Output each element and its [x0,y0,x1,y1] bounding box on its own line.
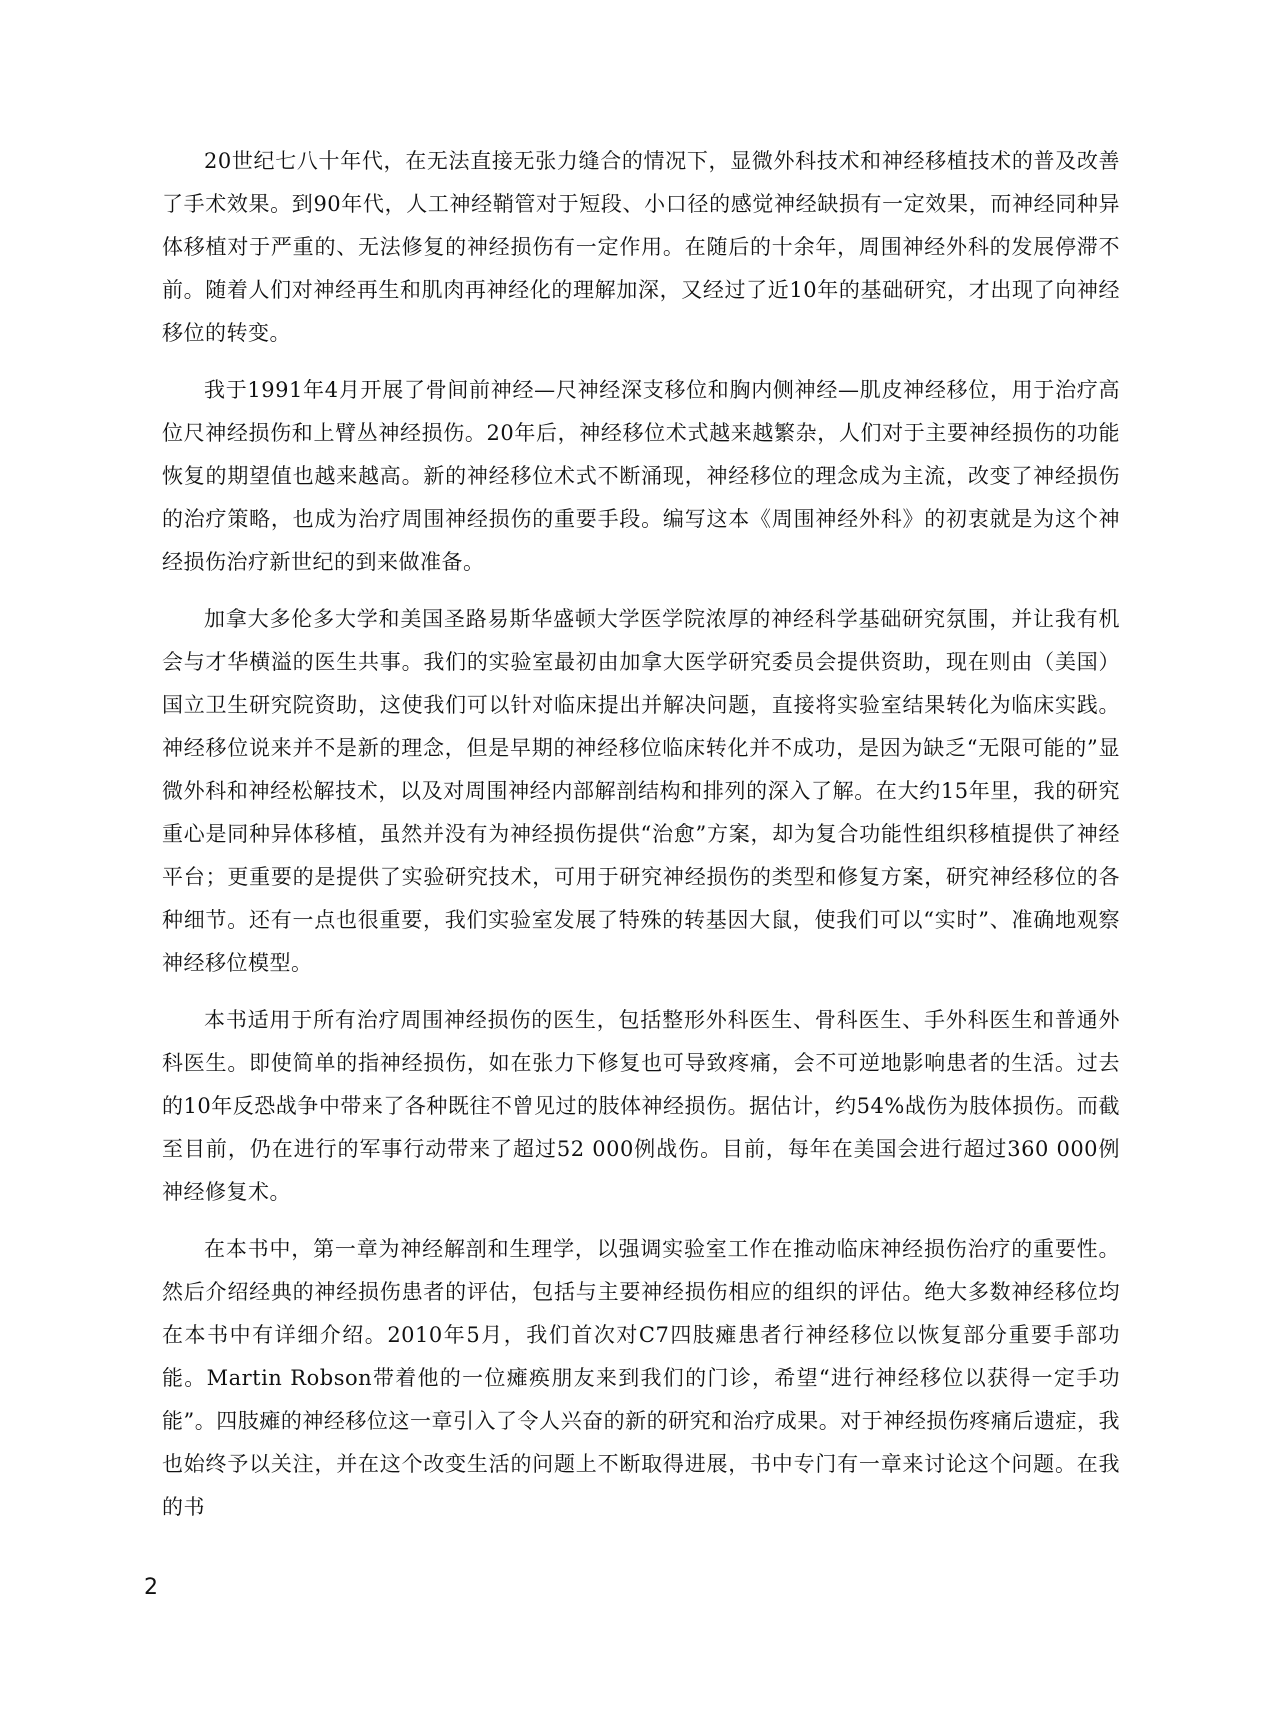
paragraph-4: 本书适用于所有治疗周围神经损伤的医生，包括整形外科医生、骨科医生、手外科医生和普通外科医生。即使简单的指神经损伤，如在张力下修复也可导致疼痛，会不可逆地影响患者的生活。过去的10年反恐战争中带来了各种既往不曾见过的肢体神经损伤。据估计，约54%战伤为肢体损伤。而截至目前，仍在进行的军事行动带来了超过52 000例战伤。目前，每年在美国会进行超过360 000例神经修复术。 [162,1008,1120,1204]
paragraph-2: 我于1991年4月开展了骨间前神经—尺神经深支移位和胸内侧神经—肌皮神经移位，用于治疗高位尺神经损伤和上臂丛神经损伤。20年后，神经移位术式越来越繁杂，人们对于主要神经损伤的功能恢复的期望值也越来越高。新的神经移位术式不断涌现，神经移位的理念成为主流，改变了神经损伤的治疗策略，也成为治疗周围神经损伤的重要手段。编写这本《周围神经外科》的初衷就是为这个神经损伤治疗新世纪的到来做准备。 [162,378,1120,574]
paragraph-3: 加拿大多伦多大学和美国圣路易斯华盛顿大学医学院浓厚的神经科学基础研究氛围，并让我有机会与才华横溢的医生共事。我们的实验室最初由加拿大医学研究委员会提供资助，现在则由（美国）国立卫生研究院资助，这使我们可以针对临床提出并解决问题，直接将实验室结果转化为临床实践。神经移位说来并不是新的理念，但是早期的神经移位临床转化并不成功，是因为缺乏“无限可能的”显微外科和神经松解技术，以及对周围神经内部解剖结构和排列的深入了解。在大约15年里，我的研究重心是同种异体移植，虽然并没有为神经损伤提供“治愈”方案，却为复合功能性组织移植提供了神经平台；更重要的是提供了实验研究技术，可用于研究神经损伤的类型和修复方案，研究神经移位的各种细节。还有一点也很重要，我们实验室发展了特殊的转基因大鼠，使我们可以“实时”、准确地观察神经移位模型。 [162,607,1120,975]
body-text [162,140,1120,1543]
paragraph-5: 在本书中，第一章为神经解剖和生理学，以强调实验室工作在推动临床神经损伤治疗的重要性。然后介绍经典的神经损伤患者的评估，包括与主要神经损伤相应的组织的评估。绝大多数神经移位均在本书中有详细介绍。2010年5月，我们首次对C7四肢瘫患者行神经移位以恢复部分重要手部功能。Martin Robson带着他的一位瘫痪朋友来到我们的门诊，希望“进行神经移位以获得一定手功能”。四肢瘫的神经移位这一章引入了令人兴奋的新的研究和治疗成果。对于神经损伤疼痛后遗症，我也始终予以关注，并在这个改变生活的问题上不断取得进展，书中专门有一章来讨论这个问题。在我的书 [162,1237,1120,1519]
page-number: 2 [144,1575,158,1600]
paragraph-1: 20世纪七八十年代，在无法直接无张力缝合的情况下，显微外科技术和神经移植技术的普及改善了手术效果。到90年代，人工神经鞘管对于短段、小口径的感觉神经缺损有一定效果，而神经同种异体移植对于严重的、无法修复的神经损伤有一定作用。在随后的十余年，周围神经外科的发展停滞不前。随着人们对神经再生和肌肉再神经化的理解加深，又经过了近10年的基础研究，才出现了向神经移位的转变。 [162,149,1120,345]
